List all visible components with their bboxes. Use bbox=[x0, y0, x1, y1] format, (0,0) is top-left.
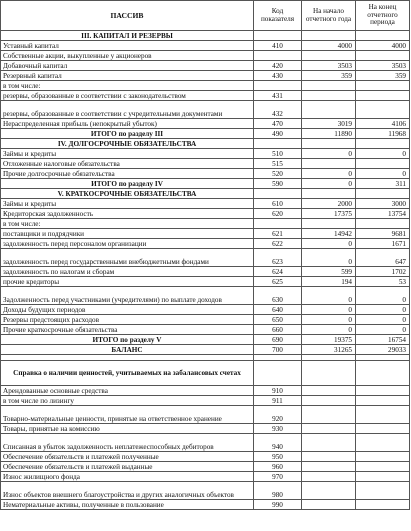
row-code: 430 bbox=[254, 71, 302, 81]
row-label: Задолженность перед участниками (учредителями) по выплате доходов bbox=[1, 287, 254, 305]
table-row bbox=[1, 452, 410, 462]
table-row bbox=[1, 500, 410, 510]
row-value-end: 53 bbox=[356, 277, 410, 287]
row-value-start: 599 bbox=[302, 267, 356, 277]
row-value-end: 647 bbox=[356, 249, 410, 267]
table-row bbox=[1, 199, 410, 209]
row-label: задолженность перед персоналом организации bbox=[1, 239, 254, 249]
row-label: ИТОГО по разделу III bbox=[1, 129, 254, 139]
table-row bbox=[1, 396, 410, 406]
row-code: 610 bbox=[254, 199, 302, 209]
header-code: Код показателя bbox=[254, 1, 302, 31]
row-code bbox=[254, 189, 302, 199]
row-label: ИТОГО по разделу V bbox=[1, 335, 254, 345]
section-row bbox=[1, 189, 410, 199]
row-value-end bbox=[356, 396, 410, 406]
row-code: 470 bbox=[254, 119, 302, 129]
row-code bbox=[254, 81, 302, 91]
table-row bbox=[1, 406, 410, 424]
table-row bbox=[1, 462, 410, 472]
row-value-start bbox=[302, 462, 356, 472]
row-label: Арендованные основные средства bbox=[1, 386, 254, 396]
row-value-end bbox=[356, 406, 410, 424]
row-code: 990 bbox=[254, 500, 302, 510]
row-value-end bbox=[356, 81, 410, 91]
row-label: Товары, принятые на комиссию bbox=[1, 424, 254, 434]
table-row bbox=[1, 239, 410, 249]
table-row bbox=[1, 219, 410, 229]
row-label: Кредиторская задолженность bbox=[1, 209, 254, 219]
total-row bbox=[1, 129, 410, 139]
row-value-end bbox=[356, 500, 410, 510]
table-row bbox=[1, 249, 410, 267]
row-code: 624 bbox=[254, 267, 302, 277]
table-row bbox=[1, 434, 410, 452]
row-value-end bbox=[356, 31, 410, 41]
row-code: 625 bbox=[254, 277, 302, 287]
row-value-start: 3503 bbox=[302, 61, 356, 71]
row-value-end: 1702 bbox=[356, 267, 410, 277]
row-value-end bbox=[356, 361, 410, 386]
table-row bbox=[1, 41, 410, 51]
row-code: 660 bbox=[254, 325, 302, 335]
row-label: задолженность по налогам и сборам bbox=[1, 267, 254, 277]
row-value-end: 1671 bbox=[356, 239, 410, 249]
total-row bbox=[1, 179, 410, 189]
table-row bbox=[1, 81, 410, 91]
section-row bbox=[1, 139, 410, 149]
row-value-start bbox=[302, 31, 356, 41]
table-row bbox=[1, 325, 410, 335]
row-label: V. КРАТКОСРОЧНЫЕ ОБЯЗАТЕЛЬСТВА bbox=[1, 189, 254, 199]
row-value-end: 29033 bbox=[356, 345, 410, 355]
row-code bbox=[254, 51, 302, 61]
row-value-end bbox=[356, 482, 410, 500]
row-value-start bbox=[302, 424, 356, 434]
row-value-start: 2000 bbox=[302, 199, 356, 209]
row-value-start: 19375 bbox=[302, 335, 356, 345]
table-row bbox=[1, 209, 410, 219]
row-code: 590 bbox=[254, 179, 302, 189]
header-start-of-year: На начало отчетного года bbox=[302, 1, 356, 31]
row-code: 420 bbox=[254, 61, 302, 71]
row-value-start: 14942 bbox=[302, 229, 356, 239]
row-code: 515 bbox=[254, 159, 302, 169]
row-value-start: 3019 bbox=[302, 119, 356, 129]
row-label: Обеспечение обязательств и платежей выданные bbox=[1, 462, 254, 472]
row-label: Нераспределенная прибыль (непокрытый убыток) bbox=[1, 119, 254, 129]
row-code: 910 bbox=[254, 386, 302, 396]
row-code bbox=[254, 361, 302, 386]
row-value-start: 17375 bbox=[302, 209, 356, 219]
row-code: 690 bbox=[254, 335, 302, 345]
row-label: задолженность перед государственными внебюджетными фондами bbox=[1, 249, 254, 267]
row-value-start: 194 bbox=[302, 277, 356, 287]
row-value-end bbox=[356, 386, 410, 396]
row-code: 410 bbox=[254, 41, 302, 51]
row-value-end bbox=[356, 101, 410, 119]
row-label: Займы и кредиты bbox=[1, 149, 254, 159]
row-label: Износ жилищного фонда bbox=[1, 472, 254, 482]
row-code: 432 bbox=[254, 101, 302, 119]
row-value-start bbox=[302, 472, 356, 482]
row-value-start: 31265 bbox=[302, 345, 356, 355]
row-label: Прочие долгосрочные обязательства bbox=[1, 169, 254, 179]
row-label: Товарно-материальные ценности, принятые на ответственное хранение bbox=[1, 406, 254, 424]
row-value-start: 0 bbox=[302, 239, 356, 249]
table-row bbox=[1, 386, 410, 396]
row-code: 960 bbox=[254, 462, 302, 472]
row-code: 630 bbox=[254, 287, 302, 305]
table-row bbox=[1, 267, 410, 277]
row-code: 520 bbox=[254, 169, 302, 179]
row-value-end bbox=[356, 219, 410, 229]
row-value-end: 359 bbox=[356, 71, 410, 81]
row-code: 920 bbox=[254, 406, 302, 424]
table-row bbox=[1, 482, 410, 500]
total-row bbox=[1, 335, 410, 345]
header-liabilities: ПАССИВ bbox=[1, 1, 254, 31]
table-body bbox=[1, 31, 410, 510]
row-value-end bbox=[356, 462, 410, 472]
row-code: 930 bbox=[254, 424, 302, 434]
row-value-start: 11890 bbox=[302, 129, 356, 139]
row-label: Обеспечение обязательств и платежей полученные bbox=[1, 452, 254, 462]
table-row bbox=[1, 424, 410, 434]
table-row bbox=[1, 277, 410, 287]
row-label: поставщики и подрядчики bbox=[1, 229, 254, 239]
row-code: 940 bbox=[254, 434, 302, 452]
row-value-end: 0 bbox=[356, 169, 410, 179]
row-label: Займы и кредиты bbox=[1, 199, 254, 209]
row-label: Отложенные налоговые обязательства bbox=[1, 159, 254, 169]
row-label: Доходы будущих периодов bbox=[1, 305, 254, 315]
row-code bbox=[254, 139, 302, 149]
section-row bbox=[1, 31, 410, 41]
balance-row bbox=[1, 345, 410, 355]
row-label: в том числе по лизингу bbox=[1, 396, 254, 406]
table-row bbox=[1, 229, 410, 239]
row-value-end: 9681 bbox=[356, 229, 410, 239]
row-value-start bbox=[302, 189, 356, 199]
row-value-end: 0 bbox=[356, 287, 410, 305]
table-row bbox=[1, 169, 410, 179]
row-value-end: 4000 bbox=[356, 41, 410, 51]
row-label: резервы, образованные в соответствии с учредительными документами bbox=[1, 101, 254, 119]
row-value-end: 0 bbox=[356, 325, 410, 335]
row-value-start bbox=[302, 159, 356, 169]
row-label: Резервный капитал bbox=[1, 71, 254, 81]
table-row bbox=[1, 305, 410, 315]
row-code: 640 bbox=[254, 305, 302, 315]
table-row bbox=[1, 149, 410, 159]
row-label: прочие кредиторы bbox=[1, 277, 254, 287]
table-row bbox=[1, 61, 410, 71]
row-value-start: 0 bbox=[302, 179, 356, 189]
row-label: III. КАПИТАЛ И РЕЗЕРВЫ bbox=[1, 31, 254, 41]
row-value-end bbox=[356, 434, 410, 452]
row-value-start: 0 bbox=[302, 287, 356, 305]
row-value-start: 0 bbox=[302, 169, 356, 179]
table-row bbox=[1, 159, 410, 169]
row-value-end: 4106 bbox=[356, 119, 410, 129]
row-value-start bbox=[302, 434, 356, 452]
row-label: IV. ДОЛГОСРОЧНЫЕ ОБЯЗАТЕЛЬСТВА bbox=[1, 139, 254, 149]
row-code: 431 bbox=[254, 91, 302, 101]
row-label: Уставный капитал bbox=[1, 41, 254, 51]
row-value-start bbox=[302, 219, 356, 229]
row-value-end: 311 bbox=[356, 179, 410, 189]
row-value-start bbox=[302, 386, 356, 396]
row-label: в том числе: bbox=[1, 219, 254, 229]
table-row bbox=[1, 287, 410, 305]
row-label: Резервы предстоящих расходов bbox=[1, 315, 254, 325]
row-code: 623 bbox=[254, 249, 302, 267]
row-value-start bbox=[302, 452, 356, 462]
row-value-start bbox=[302, 91, 356, 101]
row-code: 950 bbox=[254, 452, 302, 462]
row-code: 621 bbox=[254, 229, 302, 239]
row-value-end: 0 bbox=[356, 305, 410, 315]
row-value-start: 4000 bbox=[302, 41, 356, 51]
row-value-start: 0 bbox=[302, 305, 356, 315]
row-code bbox=[254, 219, 302, 229]
row-value-start: 0 bbox=[302, 325, 356, 335]
row-value-end bbox=[356, 51, 410, 61]
row-label: резервы, образованные в соответствии с законодательством bbox=[1, 91, 254, 101]
table-row bbox=[1, 119, 410, 129]
table-row bbox=[1, 101, 410, 119]
table-header-row bbox=[1, 1, 410, 31]
table-row bbox=[1, 472, 410, 482]
row-label: Износ объектов внешнего благоустройства и других аналогичных объектов bbox=[1, 482, 254, 500]
row-value-start bbox=[302, 482, 356, 500]
row-value-start: 0 bbox=[302, 249, 356, 267]
row-value-start bbox=[302, 396, 356, 406]
row-code: 622 bbox=[254, 239, 302, 249]
row-code: 980 bbox=[254, 482, 302, 500]
row-value-start bbox=[302, 361, 356, 386]
row-code bbox=[254, 31, 302, 41]
row-value-start: 0 bbox=[302, 315, 356, 325]
row-value-start bbox=[302, 81, 356, 91]
row-value-start: 0 bbox=[302, 149, 356, 159]
row-value-start bbox=[302, 500, 356, 510]
row-value-start: 359 bbox=[302, 71, 356, 81]
row-value-end bbox=[356, 472, 410, 482]
row-code: 970 bbox=[254, 472, 302, 482]
row-value-end bbox=[356, 189, 410, 199]
row-value-end bbox=[356, 424, 410, 434]
table-row bbox=[1, 51, 410, 61]
row-value-end: 0 bbox=[356, 315, 410, 325]
row-value-end bbox=[356, 91, 410, 101]
table-row bbox=[1, 71, 410, 81]
row-value-end bbox=[356, 159, 410, 169]
row-label: БАЛАНС bbox=[1, 345, 254, 355]
row-code: 700 bbox=[254, 345, 302, 355]
row-value-start bbox=[302, 406, 356, 424]
row-value-end bbox=[356, 452, 410, 462]
row-value-end: 13754 bbox=[356, 209, 410, 219]
row-code: 911 bbox=[254, 396, 302, 406]
row-code: 510 bbox=[254, 149, 302, 159]
row-label: Собственные акции, выкупленные у акционеров bbox=[1, 51, 254, 61]
row-value-end: 11968 bbox=[356, 129, 410, 139]
row-value-end: 16754 bbox=[356, 335, 410, 345]
row-label: Добавочный капитал bbox=[1, 61, 254, 71]
off-balance-heading-row bbox=[1, 361, 410, 386]
row-label: ИТОГО по разделу IV bbox=[1, 179, 254, 189]
row-label: в том числе: bbox=[1, 81, 254, 91]
row-label: Списанная в убыток задолженность неплатежеспособных дебиторов bbox=[1, 434, 254, 452]
row-code: 620 bbox=[254, 209, 302, 219]
row-value-end bbox=[356, 139, 410, 149]
row-label: Прочие краткосрочные обязательства bbox=[1, 325, 254, 335]
row-code: 650 bbox=[254, 315, 302, 325]
row-value-start bbox=[302, 101, 356, 119]
row-value-end: 3503 bbox=[356, 61, 410, 71]
row-value-start bbox=[302, 51, 356, 61]
row-code: 490 bbox=[254, 129, 302, 139]
header-end-of-period: На конец отчетного периода bbox=[356, 1, 410, 31]
table-row bbox=[1, 91, 410, 101]
row-label: Справка о наличии ценностей, учитываемых на забалансовых счетах bbox=[1, 361, 254, 386]
row-value-end: 3000 bbox=[356, 199, 410, 209]
row-label: Нематериальные активы, полученные в пользование bbox=[1, 500, 254, 510]
table-row bbox=[1, 315, 410, 325]
row-value-end: 0 bbox=[356, 149, 410, 159]
row-value-start bbox=[302, 139, 356, 149]
